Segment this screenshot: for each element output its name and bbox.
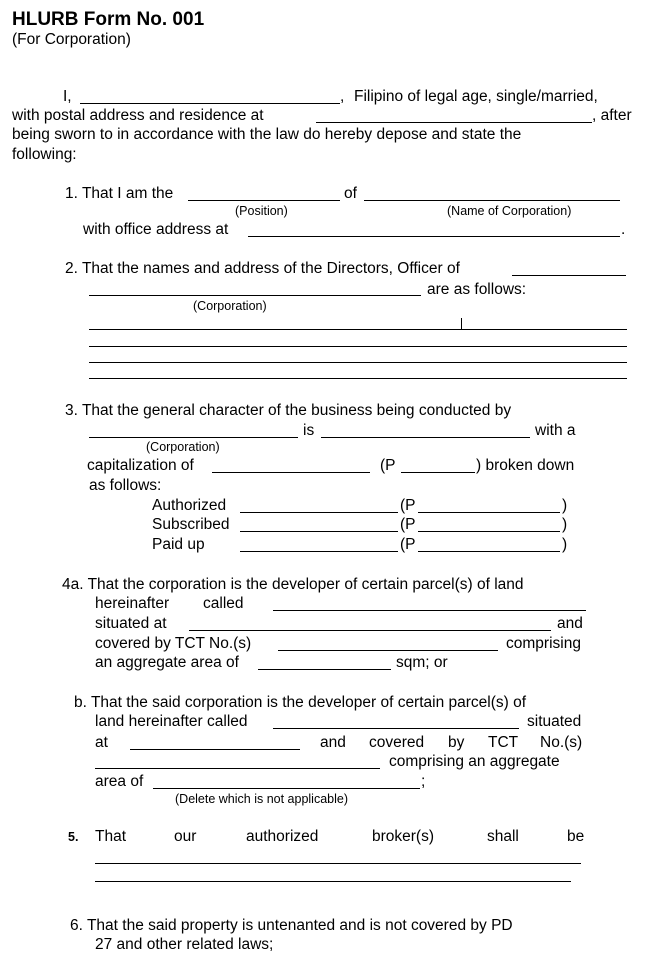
s1-of: of xyxy=(344,185,357,202)
authorized-p: (P xyxy=(400,497,416,514)
s4b-tct-blank[interactable] xyxy=(95,768,380,769)
intro-i: I, xyxy=(63,88,72,105)
form-title: HLURB Form No. 001 xyxy=(12,9,205,30)
paid-up-p: (P xyxy=(400,536,416,553)
s1-period: . xyxy=(621,221,626,238)
broker-line-1[interactable] xyxy=(95,863,581,864)
s2-are-as-follows: are as follows: xyxy=(427,281,527,298)
s4b-comprising: comprising an aggregate xyxy=(389,753,560,770)
s5-word-authorized: authorized xyxy=(246,828,319,845)
s5-word-that: That xyxy=(95,828,127,845)
s3-corporation-blank[interactable] xyxy=(89,437,298,438)
authorized-label: Authorized xyxy=(152,497,227,514)
capitalization-amount-blank[interactable] xyxy=(401,472,475,473)
office-address-blank[interactable] xyxy=(248,236,620,237)
s3-is: is xyxy=(303,422,315,439)
s4b-nos: No.(s) xyxy=(540,734,583,751)
directors-line-2[interactable] xyxy=(89,346,627,347)
s4a-tct-blank[interactable] xyxy=(278,650,498,651)
s5-word-be: be xyxy=(567,828,585,845)
paid-up-close: ) xyxy=(562,536,568,553)
s2-prefix: 2. That the names and address of the Directors, Officer of xyxy=(65,260,460,277)
directors-line-3[interactable] xyxy=(89,362,627,363)
subscribed-amount-blank[interactable] xyxy=(418,531,560,532)
s4b-called-blank[interactable] xyxy=(273,728,519,729)
paid-up-label: Paid up xyxy=(152,536,205,553)
s4a-sqm-or: sqm; or xyxy=(396,654,448,671)
s4b-at: at xyxy=(95,734,108,751)
form-subtitle: (For Corporation) xyxy=(12,31,131,48)
broker-line-2[interactable] xyxy=(95,881,571,882)
subscribed-close: ) xyxy=(562,516,568,533)
corporation-name-caption: (Name of Corporation) xyxy=(447,204,572,218)
s4a-called: called xyxy=(203,595,244,612)
s2-corporation-caption: (Corporation) xyxy=(193,299,267,313)
s3-broken-down: ) broken down xyxy=(476,457,575,474)
authorized-close: ) xyxy=(562,497,568,514)
affiant-name-blank[interactable] xyxy=(80,103,340,104)
s4b-by: by xyxy=(448,734,465,751)
s1-office: with office address at xyxy=(83,221,229,238)
subscribed-label: Subscribed xyxy=(152,516,230,533)
directors-line-1[interactable] xyxy=(89,329,627,330)
intro-following: following: xyxy=(12,146,77,163)
s4b-land-called: land hereinafter called xyxy=(95,713,248,730)
paid-up-words-blank[interactable] xyxy=(240,551,398,552)
intro-comma: , xyxy=(340,88,345,105)
subscribed-p: (P xyxy=(400,516,416,533)
corporation-name-blank[interactable] xyxy=(364,200,620,201)
s5-word-brokers: broker(s) xyxy=(372,828,435,845)
delete-caption: (Delete which is not applicable) xyxy=(175,792,349,806)
s4a-situated-at: situated at xyxy=(95,615,167,632)
business-character-blank[interactable] xyxy=(321,437,530,438)
paid-up-amount-blank[interactable] xyxy=(418,551,560,552)
s3-with-a: with a xyxy=(535,422,576,439)
directors-line-4[interactable] xyxy=(89,378,627,379)
s3-capitalization: capitalization of xyxy=(87,457,194,474)
s4b-situated: situated xyxy=(527,713,582,730)
s4b-line1: b. That the said corporation is the developer of certain parcel(s) of xyxy=(74,694,527,711)
s4a-and: and xyxy=(557,615,583,632)
capitalization-words-blank[interactable] xyxy=(212,472,370,473)
s6-line2: 27 and other related laws; xyxy=(95,936,274,953)
s4a-covered-by: covered by TCT No.(s) xyxy=(95,635,252,652)
subscribed-words-blank[interactable] xyxy=(240,531,398,532)
authorized-words-blank[interactable] xyxy=(240,512,398,513)
s4b-tct: TCT xyxy=(488,734,519,751)
s4b-location-blank[interactable] xyxy=(130,749,300,750)
s4a-called-blank[interactable] xyxy=(273,610,586,611)
intro-filipino: Filipino of legal age, single/married, xyxy=(354,88,598,105)
s5-word-our: our xyxy=(174,828,197,845)
s2-officer-of-blank[interactable] xyxy=(512,275,626,276)
s4a-comprising: comprising xyxy=(506,635,581,652)
s2-corporation-blank[interactable] xyxy=(89,295,421,296)
s4b-semicolon: ; xyxy=(421,773,426,790)
s4b-area-of: area of xyxy=(95,773,144,790)
s3-as-follows: as follows: xyxy=(89,477,162,494)
s4a-hereinafter: hereinafter xyxy=(95,595,170,612)
intro-sworn: being sworn to in accordance with the law do hereby depose and state the xyxy=(12,126,522,143)
postal-address-blank[interactable] xyxy=(316,122,592,123)
s4a-line1: 4a. That the corporation is the developer of certain parcel(s) of land xyxy=(62,576,524,593)
s4b-and: and xyxy=(320,734,346,751)
intro-after: , after xyxy=(592,107,632,124)
s3-p-open: (P xyxy=(380,457,396,474)
s4b-area-blank[interactable] xyxy=(153,788,420,789)
s4b-covered: covered xyxy=(369,734,425,751)
text-cursor xyxy=(461,318,462,330)
s4a-area-blank[interactable] xyxy=(258,669,391,670)
s6-line1: 6. That the said property is untenanted and is not covered by PD xyxy=(70,917,513,934)
authorized-amount-blank[interactable] xyxy=(418,512,560,513)
position-caption: (Position) xyxy=(235,204,288,218)
intro-postal: with postal address and residence at xyxy=(12,107,264,124)
s4a-location-blank[interactable] xyxy=(189,630,551,631)
s5-word-shall: shall xyxy=(487,828,519,845)
s3-corporation-caption: (Corporation) xyxy=(146,440,220,454)
s3-prefix: 3. That the general character of the business being conducted by xyxy=(65,402,512,419)
position-blank[interactable] xyxy=(188,200,340,201)
s4a-aggregate: an aggregate area of xyxy=(95,654,239,671)
s1-prefix: 1. That I am the xyxy=(65,185,174,202)
s5-number: 5. xyxy=(68,830,79,844)
